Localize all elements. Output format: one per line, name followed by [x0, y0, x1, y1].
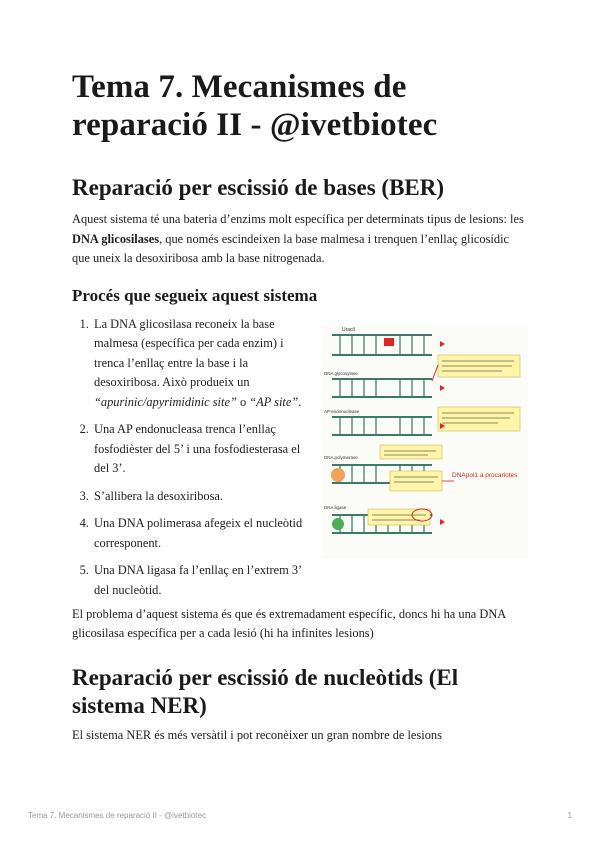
dna-glicosilases-term: DNA glicosilases: [72, 231, 160, 246]
ner-section: [72, 664, 528, 746]
ber-closing-paragraph: El problema d’aquest sistema és que és extremadament específic, doncs hi ha una DNA glicosilasa específica per a cada lesió (hi ha infinites lesions): [72, 606, 506, 640]
ber-diagram-figure: [322, 325, 528, 559]
process-steps-list: [72, 315, 314, 609]
dna-ligase-label: DNA ligase: [324, 504, 347, 510]
step-box-4: [390, 471, 442, 491]
document-page: [72, 68, 528, 745]
page-number: 1: [567, 811, 572, 820]
uracil-label: Uracil: [342, 326, 355, 333]
ber-intro-paragraph: Aquest sistema té una bateria d’enzims molt específica per determinats tipus de lesions: les DNA glicosilases, que només escindeixen la base malmesa i trenquen l’enllaç glicosídic que uneix la desoxiribosa amb la base nitrogenada.: [72, 212, 524, 265]
ligase-protein-icon: [332, 518, 344, 530]
list-item: 1. La DNA glicosilasa reconeix la base malmesa (específica per cada enzim) i trenca l’enllaç entre la base i la desoxiribosa. Això produeix un “apurinic/apyrimidinic site” o “AP site”.: [92, 315, 314, 413]
page-footer: [28, 811, 572, 823]
page-title: Tema 7. Mecanismes de reparació II - @ivetbiotec: [72, 69, 438, 143]
list-item: 4. Una DNA polimerasa afegeix el nucleòtid corresponent.: [92, 514, 314, 553]
ner-paragraph: El sistema NER és més versàtil i pot reconèixer un gran nombre de lesions: [72, 727, 442, 742]
damaged-base: [384, 338, 394, 346]
dnapol1-note: DNApol1 a procariotes: [452, 471, 518, 479]
footer-title: Tema 7. Mecanismes de reparació II - @ivetbiotec: [28, 811, 206, 820]
ap-endonuclease-label: AP endonuclease: [324, 408, 360, 414]
step-box-1: [438, 355, 520, 377]
list-item: 5. Una DNA ligasa fa l’enllaç en l’extrem 3’ del nucleòtid.: [92, 561, 314, 600]
polymerase-protein-icon: [331, 468, 345, 482]
glycosylase-label: DNA glycosylase: [324, 370, 358, 376]
step-box-2: [438, 407, 520, 431]
dna-polymerase-label: DNA polymerase: [324, 454, 358, 460]
section-heading-ner: Reparació per escissió de nucleòtids (El sistema NER): [72, 664, 459, 718]
step-box-5: [368, 509, 432, 525]
process-block: [72, 313, 528, 599]
ber-diagram: [322, 325, 528, 559]
step-box-3: [380, 445, 442, 459]
dna-helix-1: [332, 335, 432, 355]
list-item: 2. Una AP endonucleasa trenca l’enllaç fosfodièster del 5’ i una fosfodiesterasa el del 3’.: [92, 420, 314, 479]
dna-helix-3: [332, 417, 432, 435]
process-subheading: Procés que segueix aquest sistema: [72, 285, 318, 305]
list-item: 3. S’allibera la desoxiribosa.: [92, 487, 314, 507]
arrow-icon: [432, 365, 438, 381]
dna-helix-2: [332, 379, 432, 397]
section-heading-ber: Reparació per escissió de bases (BER): [72, 175, 445, 200]
